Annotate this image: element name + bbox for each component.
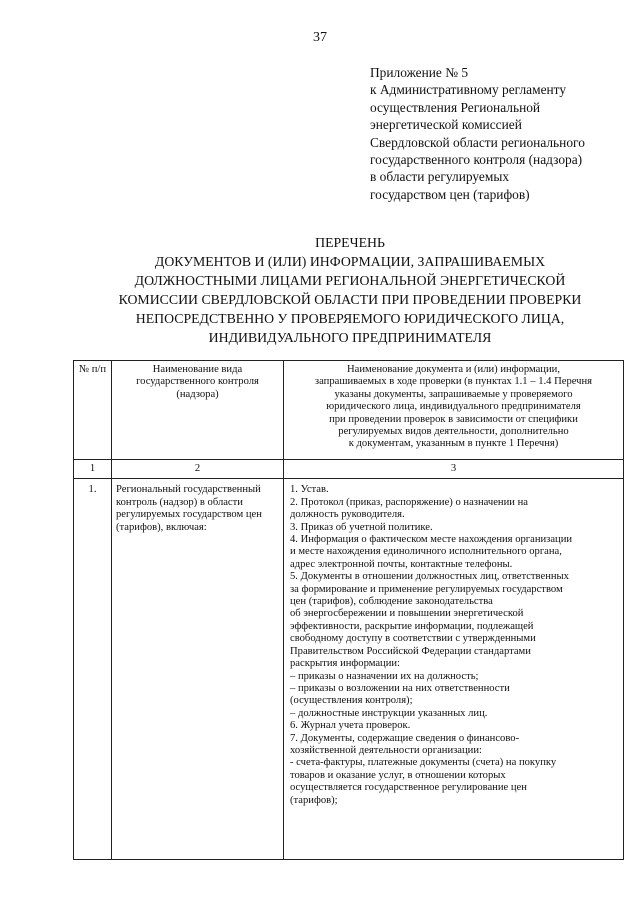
appendix-line: государством цен (тарифов) — [370, 186, 530, 202]
row-text-line: Правительством Российской Федерации стандартами — [290, 645, 531, 657]
row-text-line: за формирование и применение регулируемых государством — [290, 583, 563, 595]
documents-table — [73, 360, 624, 860]
header-line: № п/п — [78, 364, 107, 375]
appendix-line: осуществления Региональной — [370, 99, 541, 115]
table-row — [74, 479, 624, 860]
appendix-line: Приложение № 5 — [370, 65, 469, 80]
document-title — [60, 233, 640, 347]
row-text-line: эффективности, раскрытие информации, подлежащей — [290, 620, 534, 632]
table-header-row — [74, 361, 624, 460]
row-text-line: 3. Приказ об учетной политике. — [290, 521, 433, 533]
appendix-line: в области регулируемых — [370, 169, 510, 185]
header-line: к документам, указанным в пункте 1 Перечня) — [348, 438, 559, 450]
row-documents — [284, 479, 624, 860]
header-document-name — [284, 361, 624, 460]
row-text-line: хозяйственной деятельности организации: — [290, 744, 482, 756]
title-line: ДОЛЖНОСТНЫМИ ЛИЦАМИ РЕГИОНАЛЬНОЙ ЭНЕРГЕТИЧЕСКОЙ — [134, 273, 566, 288]
row-text-line: 1. Устав. — [290, 484, 329, 496]
column-number: 3 — [284, 460, 624, 479]
header-control-type — [112, 361, 284, 460]
column-number: 2 — [112, 460, 284, 479]
row-text-line: 5. Документы в отношении должностных лиц, ответственных — [290, 571, 569, 583]
header-line: юридического лица, индивидуального предпринимателя — [326, 401, 581, 413]
row-text-line: об энергосбережении и повышении энергетической — [290, 608, 524, 620]
header-line: указаны документы, запрашиваемые у проверяемого — [334, 388, 573, 400]
row-text-line: 4. Информация о фактическом месте нахождения организации — [290, 534, 573, 546]
appendix-line: Свердловской области регионального — [370, 134, 585, 150]
row-text-line: цен (тарифов), соблюдение законодательства — [290, 596, 493, 608]
row-text-line: свободному доступу в соответствии с утвержденными — [290, 633, 536, 645]
header-line: государственного контроля — [136, 376, 259, 388]
row-text-line: - счета-фактуры, платежные документы (счета) на покупку — [290, 757, 557, 769]
row-text-line: (тарифов), включая: — [116, 521, 207, 533]
row-text-line: товаров и оказание услуг, в отношении которых — [290, 769, 506, 781]
header-number — [74, 361, 112, 460]
row-text-line: раскрытия информации: — [290, 658, 401, 670]
row-text-line: – приказы о назначении их на должность; — [290, 670, 479, 682]
column-number: 1 — [74, 460, 112, 479]
appendix-header — [370, 64, 630, 203]
row-number-text: 1. — [88, 484, 97, 496]
row-text-line: 6. Журнал учета проверок. — [290, 720, 411, 732]
row-text-line: должность руководителя. — [290, 509, 405, 521]
title-line: ДОКУМЕНТОВ И (ИЛИ) ИНФОРМАЦИИ, ЗАПРАШИВАЕМЫХ — [154, 254, 546, 269]
header-line: Наименование вида — [152, 364, 243, 375]
row-text-line: – должностные инструкции указанных лиц. — [290, 707, 488, 719]
row-text-line: 7. Документы, содержащие сведения о финансово- — [290, 732, 520, 744]
appendix-line: государственного контроля (надзора) — [370, 152, 583, 168]
row-text-line: (осуществления контроля); — [290, 695, 413, 707]
row-text-line: регулируемых государством цен — [116, 509, 262, 521]
row-text-line: адрес электронной почты, контактные телефоны. — [290, 558, 513, 570]
header-line: при проведении проверок в зависимости от специфики — [329, 413, 578, 425]
title-line: ПЕРЕЧЕНЬ — [315, 235, 385, 250]
row-text-line: и месте нахождения единоличного исполнительного органа, — [290, 546, 562, 558]
row-text-line: осуществляется государственное регулирование цен — [290, 782, 527, 794]
row-text-line: контроль (надзор) в области — [116, 496, 243, 508]
title-line: НЕПОСРЕДСТВЕННО У ПРОВЕРЯЕМОГО ЮРИДИЧЕСКОГО ЛИЦА, — [135, 311, 565, 326]
row-number — [74, 479, 112, 860]
row-text-line: (тарифов); — [290, 794, 338, 806]
appendix-line: к Административному регламенту — [370, 82, 567, 98]
row-text-line: 2. Протокол (приказ, распоряжение) о назначении на — [290, 496, 528, 508]
row-text-line: Региональный государственный — [116, 484, 261, 496]
page-number: 37 — [313, 30, 327, 45]
header-line: запрашиваемых в ходе проверки (в пунктах 1.1 – 1.4 Перечня — [314, 376, 593, 388]
row-text-line: – приказы о возложении на них ответственности — [290, 682, 510, 694]
header-line: (надзора) — [176, 388, 219, 400]
row-control-type — [112, 479, 284, 860]
title-line: ИНДИВИДУАЛЬНОГО ПРЕДПРИНИМАТЕЛЯ — [208, 330, 492, 345]
title-line: КОМИССИИ СВЕРДЛОВСКОЙ ОБЛАСТИ ПРИ ПРОВЕДЕНИИ ПРОВЕРКИ — [118, 292, 582, 307]
header-line: регулируемых видов деятельности, дополнительно — [338, 426, 569, 438]
column-number-row — [74, 460, 624, 479]
header-line: Наименование документа и (или) информации, — [347, 364, 560, 375]
appendix-line: энергетической комиссией — [370, 117, 522, 133]
